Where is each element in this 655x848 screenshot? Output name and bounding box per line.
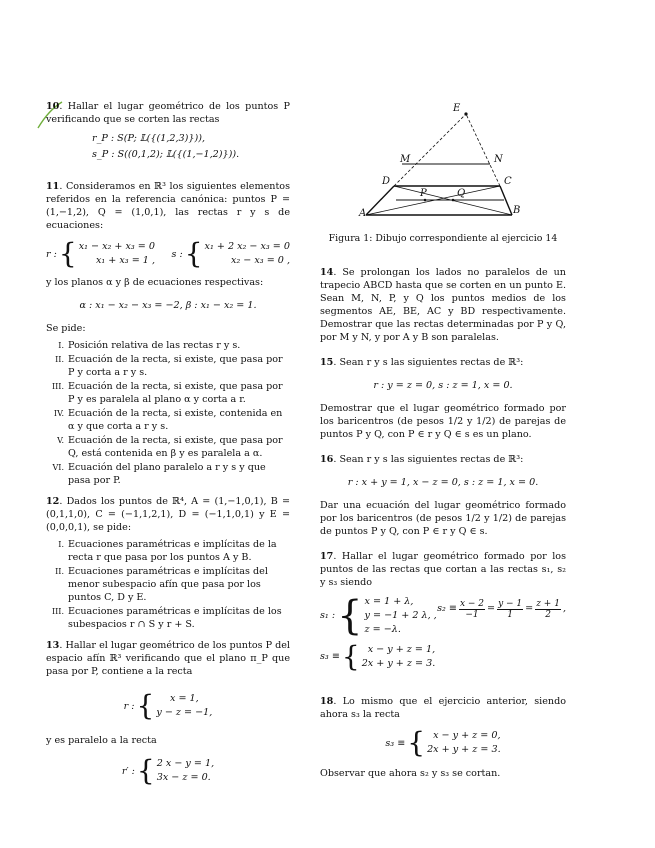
system-s-label: s : [171,248,183,260]
system-s3 [320,640,566,673]
exercise-number: 11 [46,181,60,192]
label-c: C [504,176,512,187]
equation-sp: s_P : S((0,1,2); 𝕃({(1,−1,2)})). [92,149,240,160]
system-s3-label: s₃ ≡ [320,651,340,662]
point-p [424,199,427,202]
brace: { [136,754,155,787]
system-s1-row-1: x = 1 + λ, [364,596,414,607]
exercise-text: . Dados los puntos de ℝ⁴, A = (1,−1,0,1), B = (0,1,1,0), C = (−1,1,2,1), D = (−1,1,0,1) y E = (0,0,0,1), se pide: [46,496,290,533]
list-item: V. Ecuación de la recta, si existe, que pasa por Q, está contenida en β y es paralela a α. [57,435,283,459]
exercise-18 [320,695,566,780]
exercise-11 [46,180,290,487]
exercise-text: . Hallar el lugar geométrico formado por los puntos de las rectas que cortan a las rectas s₁, s₂ y s₃ siendo [320,551,566,588]
exercise-text: . Sean r y s las siguientes rectas de ℝ³: [333,454,524,465]
system-s1-row-3: z = −λ. [364,624,401,635]
brace: { [407,726,426,759]
exercise-number: 15 [320,357,334,368]
exercise-text: . Consideramos en ℝ³ los siguientes elementos referidos en la referencia canónica: puntos P = (1,−1,2), Q = (1,0,1), las rectas r y s de ecuaciones: [46,181,290,231]
label-e: E [453,103,461,114]
label-q: Q [457,188,466,199]
system-label: r′ : [121,765,135,777]
system-s3-row-2: 2x + y + z = 3. [361,658,436,669]
system-s3 [320,726,566,759]
equation-r-s: r : y = z = 0, s : z = 1, x = 0. [373,380,513,391]
brace: { [58,237,77,270]
brace: { [337,593,363,639]
exercise-text-2: Dar una ecuación del lugar geométrico formado por los baricentros (de pesos 1/2 y 1/2) de parejas de puntos P y Q, con P ∈ r y Q ∈ s. [320,500,566,537]
system-s-row-1: x₁ + 2 x₂ − x₃ = 0 [204,241,290,252]
exercise-10 [46,100,290,162]
point-q [452,199,455,202]
exercise-11-items [46,339,290,487]
system-row-2: 3x − z = 0. [156,772,211,783]
brace: { [136,689,155,722]
mid-text: y es paralelo a la recta [46,735,157,746]
equation-rp: r_P : S(P; 𝕃({(1,2,3)})), [92,133,206,144]
label-d: D [382,176,391,187]
brace: { [184,237,203,270]
system-row-1: 2 x − y = 1, [156,758,215,769]
system-s1-s2: s₁ : { x = 1 + λ, y = −1 + 2 λ, , z = −λ. s₂ ≡ $\frac{x - 2}{-1}$ = $\frac{y - 1}{1}$ = $\frac{z + 1}{2}$ , [320,593,566,639]
planes-text: y los planos α y β de ecuaciones respectivas: [46,277,264,288]
system-row-1: x − y + z = 0, [433,730,501,741]
system-label: s₃ ≡ [385,737,406,749]
exercise-text: . Se prolongan los lados no paralelos de un trapecio ABCD hasta que se corten en un punto E. Sean M, N, P, y Q los puntos medios de los segmentos AE, BE, AC y BD respectivamente. Demostrar que las rectas determinadas por P y Q, por M y N, y por A y B son paralelas. [320,267,566,343]
system-r-prime [46,754,290,787]
system-r-s [46,237,290,270]
segment-ad [366,186,394,215]
exercise-14 [320,266,566,344]
list-item: II. Ecuaciones paramétricas e implícitas del menor subespacio afín que pasa por los puntos C, D y E. [55,566,268,603]
left-column [46,100,290,795]
list-item: IV. Ecuación de la recta, si existe, contenida en α y que corta a r y s. [53,408,283,432]
system-s2-label: s₂ ≡ [437,603,457,614]
label-n: N [494,154,503,165]
planes-equation: α : x₁ − x₂ − x₃ = −2, β : x₁ − x₂ = 1. [79,300,257,311]
segment-ce [466,114,500,186]
exercise-text: . Hallar el lugar geométrico de los puntos P del espacio afín ℝ³ verificando que el plano π_P que pasa por P, contiene a la recta [46,640,290,677]
exercise-number: 14 [320,267,334,278]
note-text: Observar que ahora s₂ y s₃ se cortan. [320,768,501,779]
list-item: III. Ecuaciones paramétricas e implícitas de los subespacios r ∩ S y r + S. [51,606,282,630]
exercise-text: . Hallar el lugar geométrico de los puntos P verificando que se corten las rectas [46,101,290,125]
label-a: A [359,208,367,219]
exercise-number: 12 [46,496,60,507]
system-r-row-2: x₁ + x₃ = 1 , [96,255,155,266]
right-column [320,266,566,780]
system-r-label: r : [46,248,57,260]
exercise-17 [320,550,566,671]
system-s1-row-2: y = −1 + 2 λ, , [364,610,437,621]
list-item: I. Ecuaciones paramétricas e implícitas de la recta r que pasa por los puntos A y B. [58,539,277,563]
fraction: $\frac{y - 1}{1}$ [498,598,523,620]
brace: { [341,640,360,673]
exercise-text: . Lo mismo que el ejercicio anterior, siendo ahora s₃ la recta [320,696,566,720]
list-item: VI. Ecuación del plano paralelo a r y s y que pasa por P. [52,462,266,486]
list-item: II. Ecuación de la recta, si existe, que pasa por P y corta a r y s. [55,354,283,378]
system-s1-label: s₁ : [320,610,336,621]
exercise-text: . Sean r y s las siguientes rectas de ℝ³: [333,357,524,368]
system-r [46,689,290,722]
fraction: $\frac{x - 2}{-1}$ [459,598,485,620]
system-row-2: y − z = −1, [156,707,213,718]
exercise-number: 18 [320,696,334,707]
system-s-row-2: x₂ − x₃ = 0 , [231,255,290,266]
exercise-12 [46,495,290,631]
exercise-number: 17 [320,551,334,562]
system-label: r : [123,700,135,712]
exercise-16 [320,453,566,538]
exercise-number: 16 [320,454,334,465]
diagonal-ac [366,186,500,215]
figure-caption: Figura 1: Dibujo correspondiente al ejercicio 14 [328,233,558,244]
system-row-1: x = 1, [170,693,199,704]
point-e [464,112,467,115]
label-b: B [513,205,521,216]
system-row-2: 2x + y + z = 3. [427,744,501,755]
label-p: P [420,188,427,199]
exercise-15 [320,356,566,441]
segment-de [394,114,466,186]
list-item: I. Posición relativa de las rectas r y s. [58,340,241,351]
segment-bc [500,186,512,215]
list-item: III. Ecuación de la recta, si existe, que pasa por P y es paralela al plano α y corta a r. [51,381,283,405]
exercise-13 [46,639,290,785]
trapezoid-figure [356,100,536,226]
system-r-row-1: x₁ − x₂ + x₃ = 0 [78,241,155,252]
exercise-text-2: Demostrar que el lugar geométrico formado por los baricentros (de pesos 1/2 y 1/2) de parejas de puntos P y Q, con P ∈ r y Q ∈ s es un plano. [320,403,566,440]
system-s3-row-1: x − y + z = 1, [367,644,436,655]
ask-text: Se pide: [46,323,86,334]
exercise-12-items [46,538,290,631]
label-m: M [400,154,411,165]
exercise-number: 13 [46,640,60,651]
exercise-number: 10 [46,101,60,112]
fraction: $\frac{z + 1}{2}$ [536,598,560,620]
equation-r-s: r : x + y = 1, x − z = 0, s : z = 1, x = 0. [347,477,539,488]
